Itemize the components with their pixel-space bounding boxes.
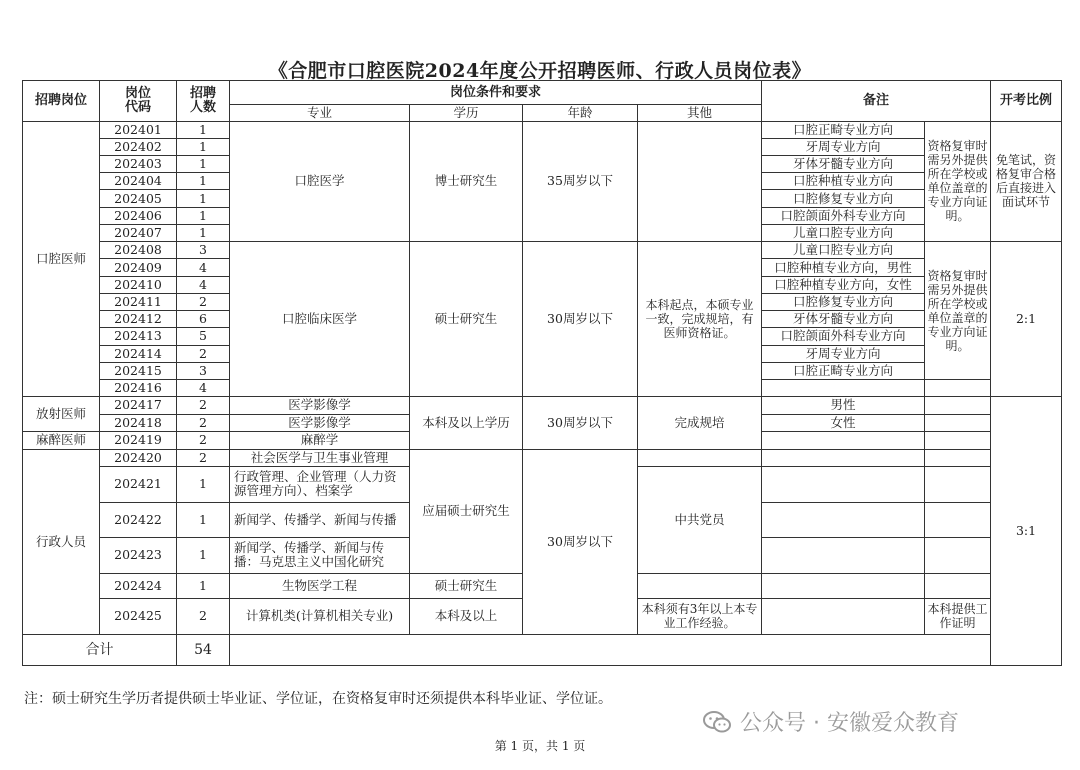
g2-major: 口腔临床医学 bbox=[230, 242, 410, 397]
count-cell: 4 bbox=[177, 276, 230, 293]
direction-cell: 牙周专业方向 bbox=[762, 138, 925, 155]
page-title: 《合肥市口腔医院2024年度公开招聘医师、行政人员岗位表》 bbox=[268, 60, 812, 82]
g3-note-empty bbox=[925, 414, 991, 431]
g4-remark-empty bbox=[762, 450, 925, 467]
code-cell: 202410 bbox=[100, 276, 177, 293]
g4-note-empty bbox=[925, 538, 991, 573]
code-cell: 202402 bbox=[100, 138, 177, 155]
code-cell: 202413 bbox=[100, 328, 177, 345]
header-code-line2: 代码 bbox=[124, 99, 151, 115]
g4-remark-empty bbox=[762, 573, 925, 598]
count-cell: 3 bbox=[177, 362, 230, 379]
header-conditions: 岗位条件和要求 bbox=[230, 81, 762, 105]
count-cell: 3 bbox=[177, 242, 230, 259]
g2-other: 本科起点，本硕专业一致，完成规培，有医师资格证。 bbox=[638, 242, 762, 397]
g3-note-empty bbox=[925, 431, 991, 449]
code-cell: 202412 bbox=[100, 311, 177, 328]
code-cell: 202401 bbox=[100, 121, 177, 138]
direction-cell: 口腔颌面外科专业方向 bbox=[762, 207, 925, 224]
count-cell: 5 bbox=[177, 328, 230, 345]
g4-major: 新闻学、传播学、新闻与传播 bbox=[230, 502, 410, 537]
direction-cell: 口腔种植专业方向，女性 bbox=[762, 276, 925, 293]
count-cell: 2 bbox=[177, 293, 230, 310]
g4-note-empty bbox=[925, 450, 991, 467]
g4-major: 行政管理、企业管理（人力资源管理方向）、档案学 bbox=[230, 467, 410, 502]
direction-cell: 口腔种植专业方向 bbox=[762, 173, 925, 190]
header-education: 学历 bbox=[410, 105, 523, 121]
code-cell: 202408 bbox=[100, 242, 177, 259]
header-remarks: 备注 bbox=[762, 81, 991, 122]
g3-note-empty bbox=[925, 397, 991, 414]
direction-cell: 口腔颌面外科专业方向 bbox=[762, 328, 925, 345]
g4-remark-empty bbox=[762, 538, 925, 573]
watermark-text: 公众号 · 安徽爱众教育 bbox=[740, 711, 959, 736]
code-cell: 202419 bbox=[100, 431, 177, 449]
code-cell: 202422 bbox=[100, 502, 177, 537]
direction-cell: 儿童口腔专业方向 bbox=[762, 224, 925, 241]
direction-cell: 口腔正畸专业方向 bbox=[762, 362, 925, 379]
g4-education-bachelor: 本科及以上 bbox=[410, 599, 523, 634]
count-cell: 2 bbox=[177, 414, 230, 431]
g3-age: 30周岁以下 bbox=[523, 397, 638, 450]
g4-note-empty bbox=[925, 502, 991, 537]
count-cell: 1 bbox=[177, 156, 230, 173]
count-cell: 4 bbox=[177, 259, 230, 276]
g3-major: 医学影像学 bbox=[230, 397, 410, 414]
g3-education: 本科及以上学历 bbox=[410, 397, 523, 450]
count-cell: 1 bbox=[177, 224, 230, 241]
code-cell: 202411 bbox=[100, 293, 177, 310]
g4-major: 生物医学工程 bbox=[230, 573, 410, 598]
g2-age: 30周岁以下 bbox=[523, 242, 638, 397]
code-cell: 202405 bbox=[100, 190, 177, 207]
recruitment-table bbox=[22, 80, 1062, 666]
header-post: 招聘岗位 bbox=[23, 81, 100, 122]
direction-cell: 口腔种植专业方向，男性 bbox=[762, 259, 925, 276]
watermark bbox=[702, 706, 959, 737]
total-empty bbox=[230, 634, 1062, 665]
count-cell: 4 bbox=[177, 380, 230, 397]
header-count bbox=[177, 81, 230, 122]
g3-remark: 女性 bbox=[762, 414, 925, 431]
g4-other-empty bbox=[638, 450, 762, 467]
g4-party: 中共党员 bbox=[638, 467, 762, 573]
header-other: 其他 bbox=[638, 105, 762, 121]
g2-note-empty bbox=[925, 380, 991, 397]
g3-major: 医学影像学 bbox=[230, 414, 410, 431]
code-cell: 202407 bbox=[100, 224, 177, 241]
count-cell: 2 bbox=[177, 345, 230, 362]
count-cell: 1 bbox=[177, 207, 230, 224]
g1-education: 博士研究生 bbox=[410, 121, 523, 242]
count-cell: 1 bbox=[177, 467, 230, 502]
count-cell: 1 bbox=[177, 190, 230, 207]
code-cell: 202403 bbox=[100, 156, 177, 173]
g4-note-empty bbox=[925, 467, 991, 502]
g4-remark-empty bbox=[762, 502, 925, 537]
code-cell: 202420 bbox=[100, 450, 177, 467]
count-cell: 1 bbox=[177, 121, 230, 138]
g1-note: 资格复审时需另外提供所在学校或单位盖章的专业方向证明。 bbox=[925, 121, 991, 242]
total-label: 合计 bbox=[23, 634, 177, 665]
g4-major: 社会医学与卫生事业管理 bbox=[230, 450, 410, 467]
g4-major: 计算机类(计算机相关专业) bbox=[230, 599, 410, 634]
footnote: 注：硕士研究生学历者提供硕士毕业证、学位证，在资格复审时还须提供本科毕业证、学位证。 bbox=[24, 691, 612, 707]
code-cell: 202406 bbox=[100, 207, 177, 224]
count-cell: 1 bbox=[177, 538, 230, 573]
g1-age: 35周岁以下 bbox=[523, 121, 638, 242]
header-major: 专业 bbox=[230, 105, 410, 121]
code-cell: 202409 bbox=[100, 259, 177, 276]
header-count-line2: 人数 bbox=[189, 99, 216, 115]
direction-cell: 儿童口腔专业方向 bbox=[762, 242, 925, 259]
post-admin-staff: 行政人员 bbox=[23, 450, 100, 635]
post-radiology-doctor: 放射医师 bbox=[23, 397, 100, 431]
code-cell: 202414 bbox=[100, 345, 177, 362]
header-age: 年龄 bbox=[523, 105, 638, 121]
count-cell: 2 bbox=[177, 599, 230, 634]
g4-education-master: 硕士研究生 bbox=[410, 573, 523, 598]
header-code bbox=[100, 81, 177, 122]
count-cell: 1 bbox=[177, 138, 230, 155]
code-cell: 202404 bbox=[100, 173, 177, 190]
g4-ratio: 3:1 bbox=[991, 397, 1062, 666]
g4-experience: 本科须有3年以上本专业工作经验。 bbox=[638, 599, 762, 634]
count-cell: 2 bbox=[177, 397, 230, 414]
code-cell: 202425 bbox=[100, 599, 177, 634]
g1-major: 口腔医学 bbox=[230, 121, 410, 242]
wechat-icon bbox=[702, 710, 732, 734]
g3-other: 完成规培 bbox=[638, 397, 762, 450]
g3-major: 麻醉学 bbox=[230, 431, 410, 449]
header-code-line1: 岗位 bbox=[124, 85, 151, 101]
total-value: 54 bbox=[177, 634, 230, 665]
g4-major: 新闻学、传播学、新闻与传播：马克思主义中国化研究 bbox=[230, 538, 410, 573]
count-cell: 1 bbox=[177, 173, 230, 190]
g3-remark-empty bbox=[762, 431, 925, 449]
direction-cell bbox=[762, 380, 925, 397]
page-number: 第 1 页，共 1 页 bbox=[494, 739, 586, 753]
g4-remark-empty bbox=[762, 467, 925, 502]
code-cell: 202421 bbox=[100, 467, 177, 502]
code-cell: 202416 bbox=[100, 380, 177, 397]
g4-note-empty bbox=[925, 573, 991, 598]
direction-cell: 牙体牙髓专业方向 bbox=[762, 311, 925, 328]
g4-other-empty bbox=[638, 573, 762, 598]
post-anesthesia-doctor: 麻醉医师 bbox=[23, 431, 100, 449]
code-cell: 202418 bbox=[100, 414, 177, 431]
code-cell: 202417 bbox=[100, 397, 177, 414]
count-cell: 2 bbox=[177, 450, 230, 467]
direction-cell: 牙体牙髓专业方向 bbox=[762, 156, 925, 173]
g3-remark: 男性 bbox=[762, 397, 925, 414]
direction-cell: 口腔修复专业方向 bbox=[762, 293, 925, 310]
post-oral-doctor: 口腔医师 bbox=[23, 121, 100, 397]
code-cell: 202415 bbox=[100, 362, 177, 379]
count-cell: 1 bbox=[177, 573, 230, 598]
g1-ratio: 免笔试，资格复审合格后直接进入面试环节 bbox=[991, 121, 1062, 242]
g2-note: 资格复审时需另外提供所在学校或单位盖章的专业方向证明。 bbox=[925, 242, 991, 380]
g1-other bbox=[638, 121, 762, 242]
direction-cell: 口腔正畸专业方向 bbox=[762, 121, 925, 138]
g4-remark-empty bbox=[762, 599, 925, 634]
code-cell: 202423 bbox=[100, 538, 177, 573]
direction-cell: 牙周专业方向 bbox=[762, 345, 925, 362]
count-cell: 6 bbox=[177, 311, 230, 328]
g2-ratio: 2:1 bbox=[991, 242, 1062, 397]
header-ratio: 开考比例 bbox=[991, 81, 1062, 122]
g4-proof: 本科提供工作证明 bbox=[925, 599, 991, 634]
g2-education: 硕士研究生 bbox=[410, 242, 523, 397]
count-cell: 2 bbox=[177, 431, 230, 449]
g4-age: 30周岁以下 bbox=[523, 450, 638, 635]
g4-education-fresh: 应届硕士研究生 bbox=[410, 450, 523, 574]
direction-cell: 口腔修复专业方向 bbox=[762, 190, 925, 207]
count-cell: 1 bbox=[177, 502, 230, 537]
header-count-line1: 招聘 bbox=[189, 85, 216, 101]
code-cell: 202424 bbox=[100, 573, 177, 598]
